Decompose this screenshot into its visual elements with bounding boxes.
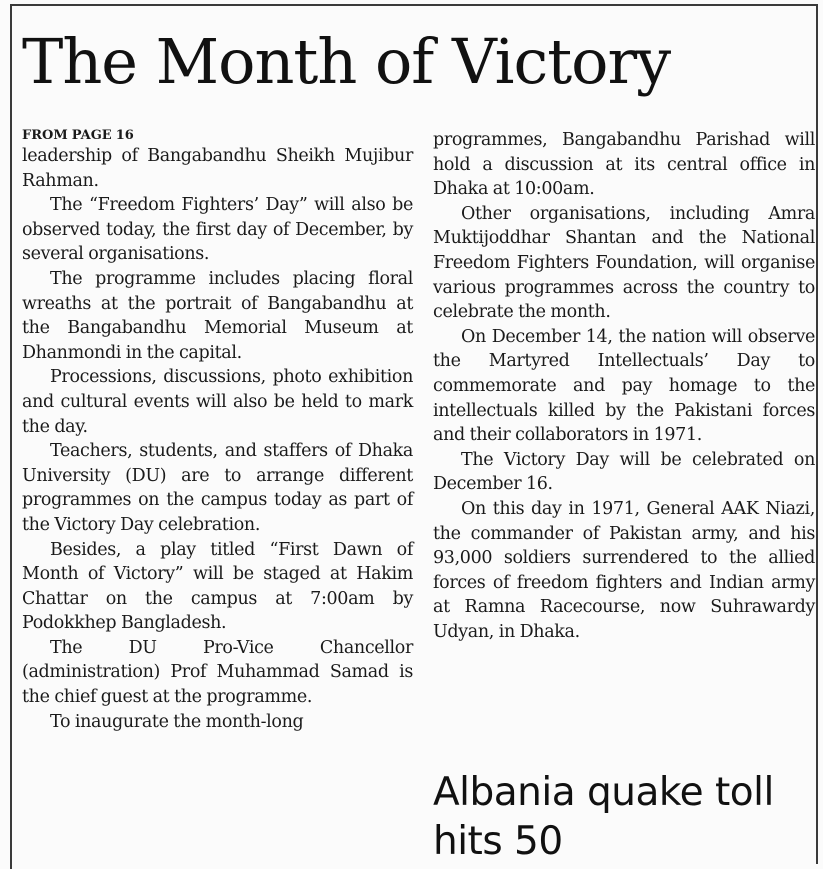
top-rule — [10, 4, 818, 6]
article-column-left — [22, 128, 413, 734]
paragraph: Teachers, students, and staffers of Dhaka University (DU) are to arrange different programmes on the campus today as part of the Victory Day celebration. — [22, 441, 413, 535]
paragraph: Processions, discussions, photo exhibition and cultural events will also be held to mark the day. — [22, 367, 413, 437]
paragraph: To inaugurate the month-long — [50, 711, 304, 732]
paragraph: The programme includes placing floral wreaths at the portrait of Bangabandhu at the Bangabandhu Memorial Museum at Dhanmondi in the capital. — [22, 268, 413, 363]
paragraph: Besides, a play titled “First Dawn of Month of Victory” will be staged at Hakim Chattar on the campus at 7:00am by Podokkhep Bangladesh. — [22, 539, 413, 634]
left-rule — [10, 4, 12, 869]
continued-from-label: FROM PAGE 16 — [22, 128, 134, 143]
right-rule — [816, 4, 818, 864]
next-article-headline: Albania quake toll hits 50 — [433, 770, 774, 864]
article-headline: The Month of Victory — [22, 25, 671, 98]
article-column-right — [433, 128, 815, 644]
paragraph: leadership of Bangabandhu Sheikh Mujibur Rahman. — [22, 146, 413, 191]
paragraph: On this day in 1971, General AAK Niazi, the commander of Pakistan army, and his 93,000 soldiers surrendered to the allied forces of freedom fighters and Indian army at Ramna Racecourse, now Suhrawardy Udyan, in Dhaka. — [433, 498, 815, 642]
paragraph: On December 14, the nation will observe the Martyred Intellectuals’ Day to commemorate and pay homage to the intellectuals killed by the Pakistani forces and their collaborators in 1971. — [433, 326, 815, 446]
paragraph: Other organisations, including Amra Muktijoddhar Shantan and the National Freedom Fighters Foundation, will organise various programmes across the country to celebrate the month. — [433, 203, 815, 323]
paragraph: The “Freedom Fighters’ Day” will also be observed today, the first day of December, by several organisations. — [22, 195, 413, 265]
paragraph: The Victory Day will be celebrated on December 16. — [433, 449, 815, 495]
paragraph: programmes, Bangabandhu Parishad will hold a discussion at its central office in Dhaka at 10:00am. — [433, 130, 815, 200]
paragraph: The DU Pro-Vice Chancellor (administration) Prof Muhammad Samad is the chief guest at the programme. — [22, 637, 413, 708]
